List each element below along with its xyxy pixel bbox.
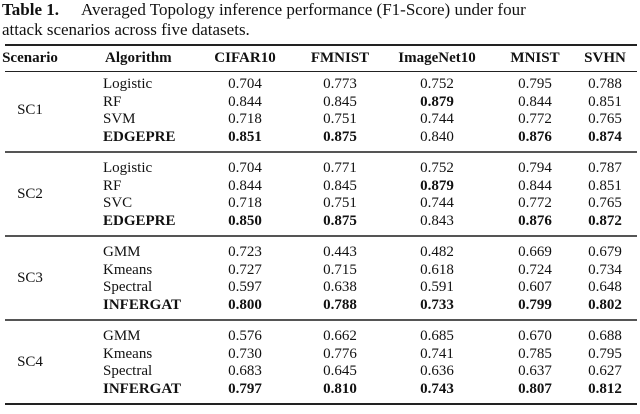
- top-rule: [5, 44, 637, 46]
- score-cell: 0.741: [420, 345, 454, 362]
- algorithm-name: SVM: [103, 111, 136, 128]
- score-cell: 0.845: [323, 177, 357, 194]
- algorithm-name: EDGEPRE: [103, 129, 176, 146]
- score-cell: 0.744: [420, 111, 454, 128]
- score-cell: 0.787: [588, 160, 622, 176]
- score-cell: 0.840: [420, 129, 454, 146]
- score-cell: 0.844: [228, 177, 262, 194]
- score-cell: 0.679: [588, 244, 622, 260]
- group-separator: [5, 235, 637, 237]
- score-cell: 0.785: [518, 345, 552, 362]
- score-cell: 0.844: [518, 93, 552, 110]
- score-cell: 0.751: [323, 195, 357, 212]
- algorithm-name: RF: [103, 177, 122, 194]
- algorithm-name: EDGEPRE: [103, 213, 176, 230]
- score-cell: 0.618: [420, 261, 454, 278]
- score-cell: 0.607: [518, 279, 552, 296]
- score-cell: 0.576: [228, 328, 262, 344]
- score-cell: 0.879: [420, 93, 454, 110]
- score-cell: 0.850: [228, 213, 262, 230]
- score-cell: 0.844: [518, 177, 552, 194]
- score-cell: 0.744: [420, 195, 454, 212]
- caption-text: Averaged Topology inference performance (F1-Score) under four: [81, 0, 526, 19]
- score-cell: 0.799: [518, 297, 552, 314]
- score-cell: 0.773: [323, 76, 357, 92]
- score-cell: 0.876: [518, 213, 552, 230]
- score-cell: 0.638: [323, 279, 357, 296]
- column-header: ImageNet10: [398, 50, 476, 66]
- score-cell: 0.751: [323, 111, 357, 128]
- score-cell: 0.851: [228, 129, 262, 146]
- score-cell: 0.872: [588, 213, 622, 230]
- score-cell: 0.851: [588, 177, 622, 194]
- score-cell: 0.685: [420, 328, 454, 344]
- score-cell: 0.443: [323, 244, 357, 260]
- score-cell: 0.810: [323, 381, 357, 398]
- algorithm-name: Kmeans: [103, 345, 153, 362]
- score-cell: 0.636: [420, 363, 454, 380]
- score-cell: 0.718: [228, 111, 262, 128]
- score-cell: 0.733: [420, 297, 454, 314]
- score-cell: 0.844: [228, 93, 262, 110]
- algorithm-name: INFERGAT: [103, 297, 182, 314]
- score-cell: 0.802: [588, 297, 622, 314]
- column-header: SVHN: [584, 50, 626, 66]
- group-separator: [5, 319, 637, 321]
- score-cell: 0.812: [588, 381, 622, 398]
- score-cell: 0.874: [588, 129, 622, 146]
- score-cell: 0.482: [420, 244, 454, 260]
- score-cell: 0.688: [588, 328, 622, 344]
- algorithm-name: Spectral: [103, 363, 153, 380]
- score-cell: 0.807: [518, 381, 552, 398]
- bottom-rule: [5, 403, 637, 405]
- algorithm-name: INFERGAT: [103, 381, 182, 398]
- algorithm-name: Logistic: [103, 76, 153, 92]
- score-cell: 0.683: [228, 363, 262, 380]
- table-label: Table 1.: [2, 0, 60, 19]
- score-cell: 0.843: [420, 213, 454, 230]
- column-header: Algorithm: [105, 50, 172, 66]
- column-header: Scenario: [2, 50, 58, 66]
- table-caption-line2: attack scenarios across five datasets.: [2, 20, 250, 39]
- score-cell: 0.715: [323, 261, 357, 278]
- score-cell: 0.772: [518, 195, 552, 212]
- score-cell: 0.627: [588, 363, 622, 380]
- column-header: MNIST: [510, 50, 560, 66]
- score-cell: 0.648: [588, 279, 622, 296]
- score-cell: 0.788: [588, 76, 622, 92]
- algorithm-name: Spectral: [103, 279, 153, 296]
- algorithm-name: Logistic: [103, 160, 153, 176]
- score-cell: 0.875: [323, 213, 357, 230]
- column-header: CIFAR10: [214, 50, 276, 66]
- score-cell: 0.851: [588, 93, 622, 110]
- column-header: FMNIST: [310, 50, 370, 66]
- algorithm-name: SVC: [103, 195, 133, 212]
- score-cell: 0.727: [228, 261, 262, 278]
- score-cell: 0.875: [323, 129, 357, 146]
- scenario-label: SC3: [17, 270, 43, 286]
- score-cell: 0.845: [323, 93, 357, 110]
- table-caption-line1: [2, 0, 526, 20]
- header-rule: [5, 71, 637, 72]
- score-cell: 0.730: [228, 345, 262, 362]
- score-cell: 0.723: [228, 244, 262, 260]
- score-cell: 0.788: [323, 297, 357, 314]
- score-cell: 0.724: [518, 261, 552, 278]
- score-cell: 0.718: [228, 195, 262, 212]
- score-cell: 0.645: [323, 363, 357, 380]
- score-cell: 0.743: [420, 381, 454, 398]
- score-cell: 0.876: [518, 129, 552, 146]
- score-cell: 0.765: [588, 195, 622, 212]
- score-cell: 0.800: [228, 297, 262, 314]
- algorithm-name: RF: [103, 93, 122, 110]
- score-cell: 0.637: [518, 363, 552, 380]
- score-cell: 0.771: [323, 160, 357, 176]
- scenario-label: SC4: [17, 354, 43, 370]
- algorithm-name: GMM: [103, 328, 141, 344]
- algorithm-name: GMM: [103, 244, 141, 260]
- group-separator: [5, 151, 637, 153]
- score-cell: 0.670: [518, 328, 552, 344]
- score-cell: 0.669: [518, 244, 552, 260]
- algorithm-name: Kmeans: [103, 261, 153, 278]
- score-cell: 0.704: [228, 160, 262, 176]
- score-cell: 0.765: [588, 111, 622, 128]
- scenario-label: SC1: [17, 102, 43, 118]
- score-cell: 0.776: [323, 345, 357, 362]
- score-cell: 0.797: [228, 381, 262, 398]
- score-cell: 0.879: [420, 177, 454, 194]
- score-cell: 0.752: [420, 76, 454, 92]
- score-cell: 0.597: [228, 279, 262, 296]
- score-cell: 0.794: [518, 160, 552, 176]
- score-cell: 0.591: [420, 279, 454, 296]
- score-cell: 0.704: [228, 76, 262, 92]
- score-cell: 0.772: [518, 111, 552, 128]
- score-cell: 0.795: [518, 76, 552, 92]
- scenario-label: SC2: [17, 186, 43, 202]
- score-cell: 0.795: [588, 345, 622, 362]
- score-cell: 0.662: [323, 328, 357, 344]
- score-cell: 0.752: [420, 160, 454, 176]
- score-cell: 0.734: [588, 261, 622, 278]
